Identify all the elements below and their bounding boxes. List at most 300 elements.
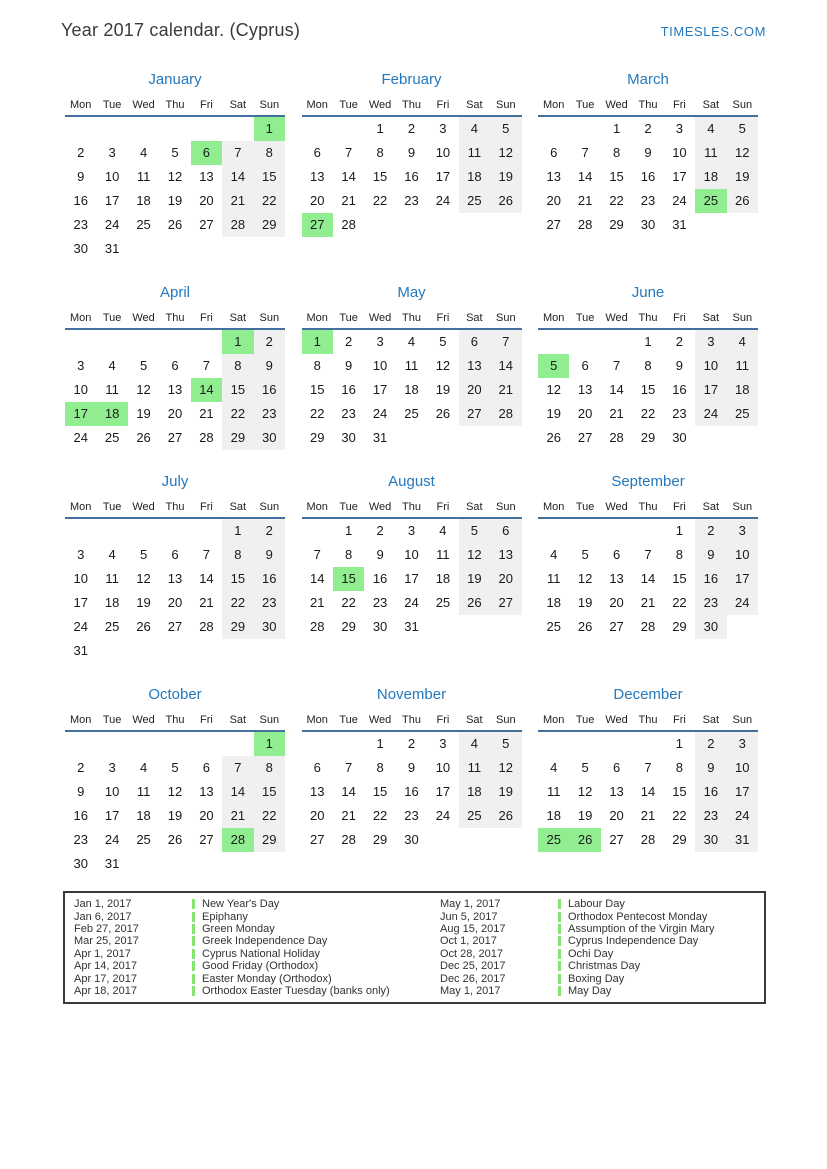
weekday-label: Tue [575,501,595,513]
day-cell: 15 [254,165,285,189]
day-cell: 24 [104,217,120,232]
month-title[interactable]: August [388,473,435,490]
day-cell: 17 [104,193,120,208]
day-cell: 16 [404,169,419,184]
day-cell: 20 [199,193,214,208]
weekday-label: Wed [605,714,628,726]
day-cell: 26 [167,832,183,847]
month-title[interactable]: April [159,284,190,301]
holiday-name: Easter Monday (Orthodox) [202,972,332,985]
day-cell: 16 [372,571,388,586]
day-cell: 28 [309,619,325,634]
day-cell: 8 [254,141,285,165]
day-cell: 25 [459,804,490,828]
day-cell: 18 [546,595,561,610]
day-cell: 11 [105,382,119,397]
day-cell: 19 [136,406,151,421]
day-cell: 4 [459,732,490,756]
day-cell: 13 [167,571,183,586]
holiday-name: Labour Day [568,898,625,911]
day-cell-empty [65,732,96,756]
weekday-label: Fri [436,501,450,513]
day-cell: 3 [439,736,447,751]
weekday-label: Fri [200,312,213,324]
day-cell: 20 [577,406,593,421]
day-cell: 31 [404,619,419,634]
day-cell: 23 [695,804,726,828]
day-cell-empty [727,426,758,450]
holiday-date: May 1, 2017 [440,984,501,997]
day-cell: 15 [640,382,656,397]
day-cell: 24 [73,430,88,445]
day-cell: 26 [136,430,151,445]
day-cell: 7 [581,145,589,160]
day-cell: 19 [435,382,451,397]
day-cell: 5 [581,547,589,562]
weekday-label: Sun [495,99,516,111]
day-cell: 10 [435,760,451,775]
day-cell: 16 [672,382,687,397]
weekday-label: Sat [466,312,483,324]
day-cell-empty [159,330,190,354]
day-cell: 19 [490,165,521,189]
day-cell: 22 [672,595,687,610]
day-cell: 18 [546,808,561,823]
month-october [65,687,285,876]
day-cell: 14 [191,378,222,402]
day-cell: 21 [490,378,521,402]
day-cell: 6 [550,145,558,160]
day-cell-empty [65,330,96,354]
holiday-date: Dec 26, 2017 [440,972,506,985]
day-cell-empty [191,117,222,141]
day-cell: 14 [341,169,356,184]
month-title[interactable]: May [397,284,426,301]
holiday-marker-icon [192,974,195,984]
weekday-label: Sat [702,501,720,513]
day-cell: 30 [372,619,388,634]
day-cell: 22 [222,591,253,615]
day-cell-empty [538,732,569,756]
month-days [538,732,758,852]
day-cell: 23 [341,406,356,421]
day-cell: 27 [546,217,561,232]
weekday-label: Sat [702,714,720,726]
day-cell: 8 [222,354,253,378]
weekday-label: Fri [436,99,450,111]
holiday-row [74,935,440,947]
month-days [302,330,522,450]
month-days [65,519,285,663]
holiday-row [74,960,440,972]
day-cell: 7 [490,330,521,354]
day-cell: 24 [727,591,758,615]
day-cell: 12 [136,571,151,586]
holiday-name: Boxing Day [568,972,625,985]
month-title[interactable]: February [381,71,442,88]
month-days [302,117,522,237]
day-cell: 27 [459,402,490,426]
holiday-date: Jun 5, 2017 [440,910,498,923]
day-cell: 5 [139,547,148,562]
holiday-name: Orthodox Pentecost Monday [568,910,708,923]
day-cell: 17 [372,382,388,397]
day-cell: 25 [404,406,419,421]
holiday-marker-icon [192,924,195,934]
day-cell: 8 [612,145,621,160]
day-cell: 30 [672,430,687,445]
day-cell: 3 [727,732,758,756]
day-cell: 26 [577,619,593,634]
day-cell: 27 [309,832,325,847]
day-cell: 19 [136,595,151,610]
day-cell: 12 [167,784,183,799]
day-cell: 14 [341,784,356,799]
weekday-label: Sun [495,714,516,726]
day-cell-empty [459,213,490,237]
holiday-name: Green Monday [202,922,275,935]
weekday-label: Sat [229,714,247,726]
weekday-header-row [538,310,758,330]
holiday-date: Apr 18, 2017 [74,984,137,997]
day-cell: 29 [309,430,325,445]
day-cell: 23 [372,595,388,610]
day-cell-empty [159,639,190,663]
weekday-label: Tue [339,714,358,726]
day-cell: 12 [577,571,593,586]
day-cell: 19 [577,808,593,823]
day-cell: 3 [675,121,684,136]
day-cell: 4 [139,145,148,160]
day-cell: 21 [309,595,325,610]
month-title[interactable]: June [631,284,665,301]
day-cell: 19 [546,406,561,421]
day-cell: 10 [104,169,120,184]
day-cell: 20 [546,193,561,208]
holiday-row [440,898,758,910]
day-cell: 3 [695,330,726,354]
holiday-name: Greek Independence Day [202,935,328,948]
day-cell: 10 [73,382,88,397]
day-cell: 10 [672,145,687,160]
weekday-label: Tue [339,501,358,513]
day-cell: 12 [435,358,451,373]
day-cell: 21 [199,406,214,421]
day-cell: 4 [550,547,558,562]
day-cell: 15 [609,169,624,184]
day-cell: 9 [695,756,726,780]
day-cell: 22 [609,193,624,208]
weekday-label: Sun [732,714,753,726]
day-cell: 15 [672,784,687,799]
day-cell: 22 [309,406,325,421]
weekday-label: Thu [402,99,421,111]
day-cell: 24 [404,595,419,610]
day-cell: 17 [65,402,96,426]
day-cell-empty [302,117,333,141]
day-cell-empty [128,117,159,141]
day-cell: 27 [577,430,593,445]
weekday-label: Sun [732,501,753,513]
day-cell-empty [427,615,458,639]
day-cell: 20 [309,193,325,208]
holiday-name: Christmas Day [568,960,641,973]
day-cell: 10 [727,543,758,567]
holiday-name: Epiphany [202,910,248,923]
weekday-header-row [538,712,758,732]
day-cell-empty [490,426,521,450]
holiday-right [440,898,758,997]
day-cell: 29 [672,619,687,634]
holiday-name: Ochi Day [568,947,614,960]
weekday-label: Tue [102,312,122,324]
day-cell: 29 [222,615,253,639]
day-cell: 23 [404,193,419,208]
weekday-label: Sun [259,312,280,324]
weekday-label: Fri [200,501,213,513]
day-cell: 14 [222,780,253,804]
day-cell: 18 [104,595,120,610]
day-cell: 18 [136,193,151,208]
month-days [65,330,285,450]
month-august [302,474,522,663]
day-cell: 14 [609,382,624,397]
day-cell: 12 [490,141,521,165]
day-cell-empty [222,237,253,261]
day-cell: 30 [341,430,356,445]
day-cell: 27 [167,430,183,445]
month-days [538,330,758,450]
weekday-label: Mon [543,99,565,111]
day-cell: 2 [77,760,85,775]
day-cell: 19 [167,193,183,208]
day-cell: 7 [202,547,211,562]
day-cell: 9 [675,358,684,373]
day-cell: 4 [108,547,116,562]
day-cell-empty [302,732,333,756]
holiday-marker-icon [558,986,561,996]
weekday-label: Sat [466,714,483,726]
day-cell: 20 [199,808,214,823]
month-title[interactable]: March [627,71,669,88]
day-cell-empty [333,117,364,141]
holiday-row [440,923,758,935]
day-cell-empty [569,519,600,543]
holiday-row [440,935,758,947]
day-cell: 15 [672,571,687,586]
weekday-label: Thu [638,99,658,111]
day-cell: 31 [372,430,388,445]
day-cell: 26 [490,189,521,213]
day-cell: 16 [695,567,726,591]
day-cell-empty [601,732,632,756]
month-title[interactable]: October [148,686,202,703]
day-cell: 31 [727,828,758,852]
day-cell: 16 [254,567,285,591]
weekday-label: Fri [673,99,686,111]
holiday-row [74,985,440,997]
day-cell: 23 [672,406,687,421]
holiday-row [74,910,440,922]
day-cell: 3 [727,519,758,543]
day-cell: 29 [254,213,285,237]
day-cell: 2 [376,523,384,538]
day-cell: 16 [640,169,656,184]
weekday-label: Sun [732,312,753,324]
month-title[interactable]: December [613,686,683,703]
day-cell: 14 [640,571,656,586]
day-cell-empty [459,426,490,450]
day-cell: 30 [695,828,726,852]
day-cell-empty [490,615,521,639]
day-cell: 23 [254,591,285,615]
day-cell: 6 [459,330,490,354]
day-cell: 16 [73,808,88,823]
weekday-label: Sat [702,312,720,324]
page-title: Year 2017 calendar. (Cyprus) [61,20,301,40]
day-cell: 14 [199,571,214,586]
holiday-marker-icon [558,899,561,909]
day-cell: 24 [695,402,726,426]
day-cell: 29 [372,832,388,847]
month-title[interactable]: July [161,473,189,490]
day-cell-empty [128,330,159,354]
day-cell: 11 [436,547,450,562]
month-days [65,117,285,261]
day-cell: 19 [727,165,758,189]
weekday-label: Wed [368,501,392,513]
day-cell: 22 [672,808,687,823]
day-cell: 11 [404,358,419,373]
day-cell: 24 [727,804,758,828]
day-cell-empty [128,519,159,543]
weekday-label: Wed [368,714,392,726]
day-cell: 2 [254,519,285,543]
day-cell-empty [427,213,458,237]
day-cell: 1 [222,330,253,354]
day-cell: 10 [695,354,726,378]
day-cell: 5 [139,358,148,373]
day-cell: 28 [199,430,214,445]
day-cell: 23 [404,808,419,823]
day-cell: 13 [199,784,214,799]
day-cell: 22 [640,406,656,421]
day-cell: 2 [254,330,285,354]
day-cell: 9 [345,358,353,373]
holiday-row [74,923,440,935]
day-cell: 18 [727,378,758,402]
day-cell: 1 [675,523,684,538]
day-cell: 4 [139,760,148,775]
month-title[interactable]: January [148,71,202,88]
day-cell: 23 [73,217,88,232]
weekday-label: Wed [132,501,155,513]
day-cell: 24 [104,832,120,847]
weekday-label: Sun [259,714,280,726]
day-cell: 18 [459,165,490,189]
holiday-date: Jan 1, 2017 [74,898,132,911]
day-cell: 14 [222,165,253,189]
day-cell: 6 [171,547,179,562]
weekday-label: Mon [70,501,92,513]
day-cell: 26 [459,591,490,615]
day-cell: 10 [404,547,419,562]
day-cell-empty [695,213,726,237]
day-cell: 31 [104,856,120,871]
site-link[interactable]: TIMESLES.COM [660,24,766,39]
day-cell: 3 [77,547,85,562]
weekday-label: Thu [638,714,658,726]
holiday-name: Good Friday (Orthodox) [202,960,319,973]
holiday-date: Apr 14, 2017 [74,960,137,973]
day-cell: 7 [222,756,253,780]
day-cell-empty [191,732,222,756]
day-cell: 7 [345,145,353,160]
day-cell: 5 [538,354,569,378]
day-cell: 1 [254,732,285,756]
holiday-marker-icon [192,961,195,971]
day-cell: 9 [407,145,416,160]
day-cell: 27 [302,213,333,237]
month-title[interactable]: November [376,686,447,703]
day-cell: 4 [439,523,447,538]
day-cell: 19 [167,808,183,823]
day-cell-empty [569,117,600,141]
weekday-label: Sun [732,99,753,111]
day-cell: 17 [404,571,419,586]
weekday-label: Sun [495,312,516,324]
holiday-marker-icon [558,949,561,959]
day-cell: 1 [222,519,253,543]
day-cell: 9 [254,354,285,378]
day-cell-empty [96,732,127,756]
day-cell-empty [222,852,253,876]
day-cell: 22 [254,189,285,213]
weekday-label: Wed [605,99,628,111]
day-cell-empty [601,519,632,543]
weekday-header-row [65,712,285,732]
day-cell-empty [632,732,663,756]
weekday-header-row [65,499,285,519]
day-cell: 26 [167,217,183,232]
day-cell: 13 [199,169,214,184]
month-november [302,687,522,876]
holiday-row [440,985,758,997]
day-cell-empty [490,828,521,852]
day-cell: 15 [222,378,253,402]
day-cell: 27 [609,832,624,847]
day-cell-empty [191,852,222,876]
day-cell: 12 [727,141,758,165]
day-cell: 13 [490,543,521,567]
weekday-label: Tue [575,714,595,726]
day-cell: 12 [136,382,151,397]
holiday-date: Dec 25, 2017 [440,960,506,973]
day-cell: 17 [435,784,451,799]
day-cell: 4 [108,358,116,373]
day-cell: 4 [407,334,416,349]
month-february [302,72,522,261]
day-cell-empty [128,237,159,261]
day-cell: 14 [490,354,521,378]
day-cell-empty [490,213,521,237]
month-title[interactable]: September [611,473,685,490]
month-days [302,732,522,852]
weekday-label: Tue [339,99,358,111]
day-cell: 19 [577,595,593,610]
weekday-header-row [302,97,522,117]
day-cell-empty [427,828,458,852]
